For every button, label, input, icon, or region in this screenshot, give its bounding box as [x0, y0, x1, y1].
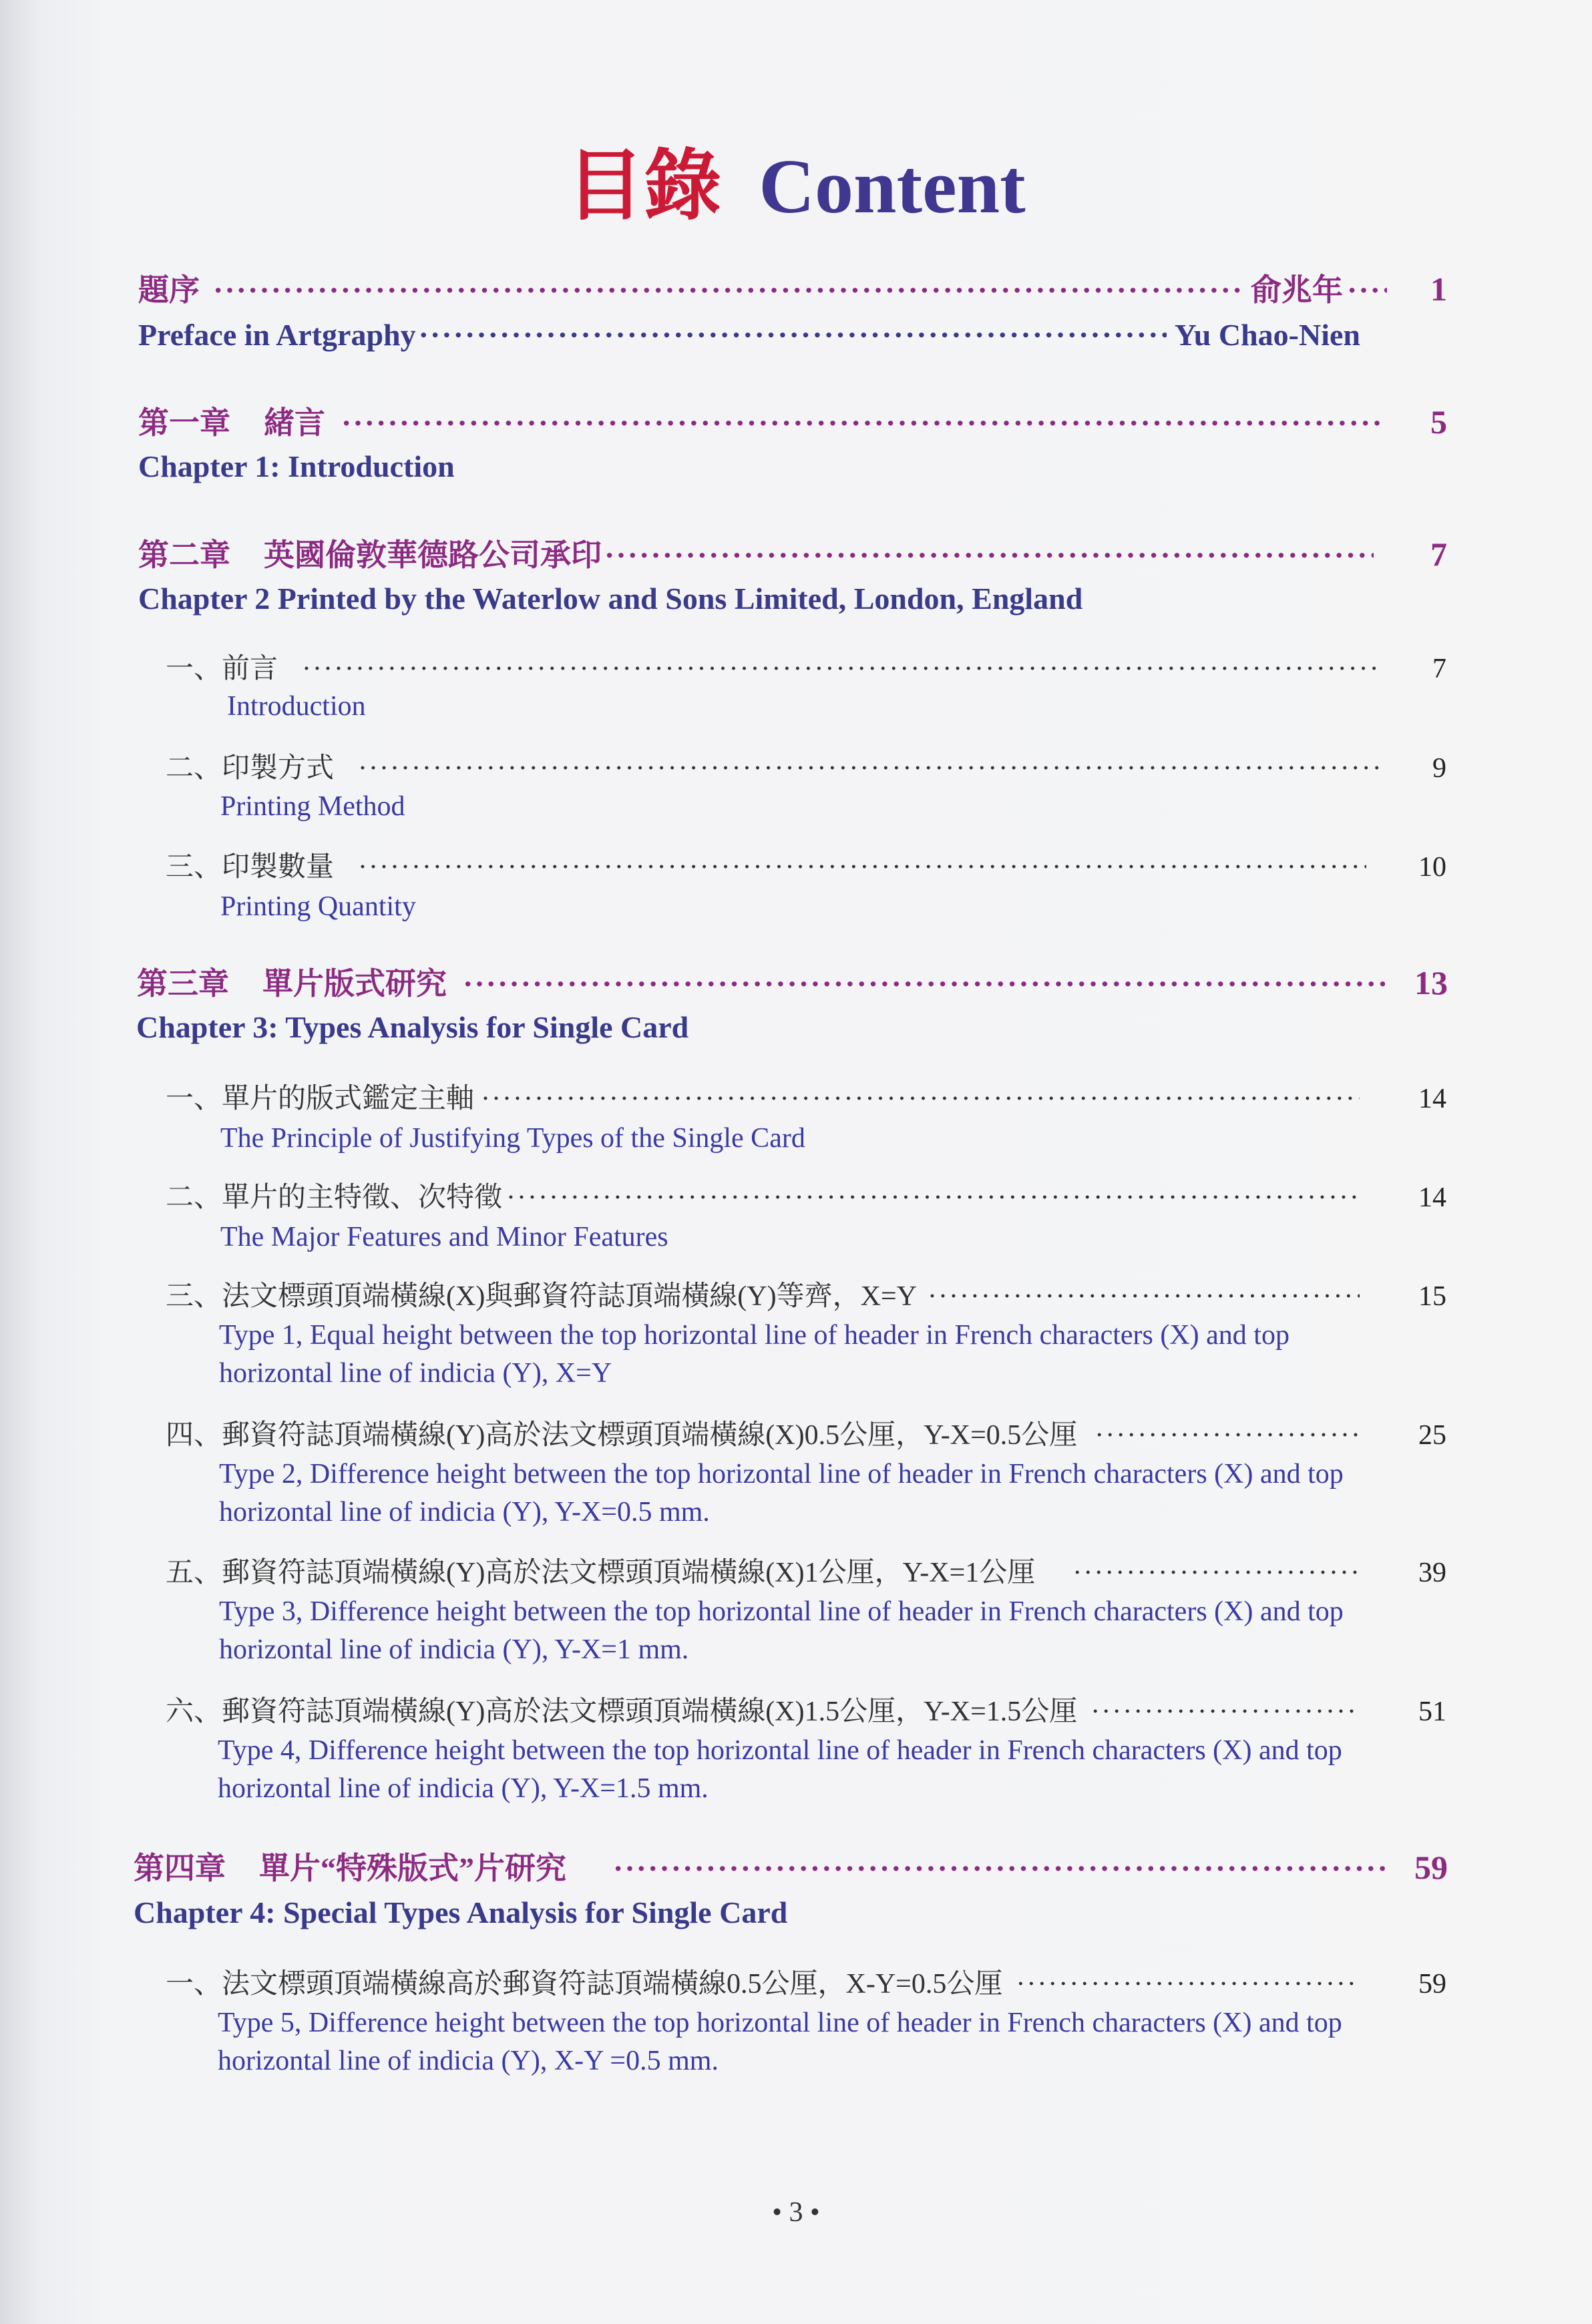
chapter-title-en: Chapter 3: Types Analysis for Single Card	[136, 1010, 689, 1044]
section-page: 10	[1418, 852, 1446, 883]
page-number: • 3 •	[772, 2197, 820, 2228]
chapter-4-en	[134, 1895, 787, 1930]
leader-dots	[341, 405, 1380, 441]
chapter-page: 5	[1430, 403, 1447, 441]
section-row[interactable]	[166, 1413, 1446, 1453]
chapter-2-row[interactable]	[138, 531, 1447, 575]
chapter-page: 13	[1414, 964, 1448, 1001]
section-page: 39	[1418, 1558, 1446, 1588]
leader-dots	[613, 1851, 1385, 1886]
chapter-title-zh: 英國倫敦華德路公司承印	[264, 538, 602, 572]
section-row[interactable]	[166, 1689, 1446, 1729]
section-title-zh: 五、郵資符誌頂端橫線(Y)高於法文標頭頂端橫線(X)1公厘，Y-X=1公厘	[166, 1558, 1036, 1588]
section-en	[219, 1593, 1368, 1669]
section-en	[220, 788, 405, 826]
chapter-number-zh: 第二章	[138, 538, 230, 572]
section-title-zh: 三、印製數量	[166, 852, 335, 883]
section-page: 14	[1418, 1084, 1446, 1114]
section-en	[219, 1455, 1368, 1532]
chapter-title-en: Chapter 1: Introduction	[138, 449, 455, 483]
section-title-en: The Major Features and Minor Features	[220, 1222, 668, 1252]
chapter-number-zh: 第一章	[138, 406, 230, 440]
preface-en-row	[138, 317, 1360, 353]
section-title-en: Type 4, Difference height between the top horizontal line of header in French characters (X) and top horizontal line of indicia (Y), Y-X=1.5 mm.	[218, 1735, 1342, 1804]
preface-author-en: Yu Chao-Nien	[1174, 318, 1360, 352]
section-title-en: Type 3, Difference height between the top horizontal line of header in French characters (X) and top horizontal line of indicia (Y), Y-X=1 mm.	[219, 1596, 1344, 1665]
section-title-zh: 一、法文標頭頂端橫線高於郵資符誌頂端橫線0.5公厘，X-Y=0.5公厘	[166, 1969, 1003, 2000]
chapter-title-zh: 緒言	[264, 406, 325, 440]
chapter-1-row[interactable]	[138, 399, 1447, 443]
leader-dots	[1347, 272, 1387, 308]
preface-row[interactable]	[138, 266, 1447, 310]
section-page: 25	[1418, 1420, 1446, 1451]
section-title-en: The Principle of Justifying Types of the Single Card	[220, 1123, 805, 1154]
section-page: 7	[1432, 654, 1446, 684]
section-title-zh: 三、法文標頭頂端橫線(X)與郵資符誌頂端橫線(Y)等齊，X=Y	[166, 1281, 917, 1312]
page-title	[0, 137, 1592, 237]
section-title-en: Printing Quantity	[220, 891, 416, 922]
section-en	[219, 1317, 1368, 1393]
section-title-zh: 二、印製方式	[166, 753, 335, 784]
section-page: 15	[1418, 1281, 1446, 1312]
chapter-1-en	[138, 449, 455, 484]
leader-dots	[358, 752, 1380, 784]
section-title-en: Type 2, Difference height between the top horizontal line of header in French characters (X) and top horizontal line of indicia (Y), Y-X=0.5 mm.	[219, 1459, 1344, 1528]
section-page: 59	[1418, 1969, 1446, 2000]
title-en: Content	[759, 144, 1026, 230]
chapter-number-zh: 第三章	[137, 967, 229, 1001]
chapter-number-zh: 第四章	[134, 1851, 226, 1885]
preface-page: 1	[1430, 270, 1447, 308]
chapter-title-zh: 單片“特殊版式”片研究	[259, 1851, 566, 1885]
section-title-zh: 二、單片的主特徵、次特徵	[166, 1182, 503, 1213]
section-title-en: Printing Method	[220, 791, 405, 822]
chapter-title-en: Chapter 4: Special Types Analysis for Single Card	[134, 1895, 788, 1929]
section-en	[220, 1120, 805, 1158]
leader-dots	[213, 272, 1244, 308]
section-row[interactable]	[166, 1175, 1446, 1215]
section-en	[218, 1732, 1366, 1808]
section-en	[218, 2004, 1366, 2080]
section-en	[220, 1218, 668, 1256]
leader-dots	[1090, 1696, 1360, 1728]
title-zh: 目錄	[566, 144, 722, 230]
chapter-page: 7	[1430, 535, 1447, 573]
section-title-zh: 四、郵資符誌頂端橫線(Y)高於法文標頭頂端橫線(X)0.5公厘，Y-X=0.5公厘	[166, 1420, 1078, 1451]
leader-dots	[302, 653, 1380, 685]
preface-author-zh: 俞兆年	[1251, 273, 1343, 307]
leader-dots	[1016, 1968, 1360, 2000]
leader-dots	[506, 1182, 1360, 1214]
section-title-zh: 六、郵資符誌頂端橫線(Y)高於法文標頭頂端橫線(X)1.5公厘，Y-X=1.5公厘	[166, 1696, 1078, 1727]
section-row[interactable]	[166, 646, 1446, 686]
chapter-3-row[interactable]	[137, 959, 1448, 1003]
section-title-zh: 一、前言	[166, 654, 278, 684]
leader-dots	[928, 1281, 1360, 1313]
section-en	[220, 888, 416, 926]
section-page: 14	[1418, 1182, 1446, 1213]
preface-title-en: Preface in Artgraphy	[138, 318, 416, 352]
section-row[interactable]	[166, 1274, 1446, 1314]
section-en	[227, 688, 366, 726]
chapter-title-zh: 單片版式研究	[262, 967, 447, 1001]
leader-dots	[604, 537, 1374, 573]
section-title-en: Introduction	[227, 691, 366, 722]
leader-dots	[419, 317, 1167, 353]
leader-dots	[358, 851, 1366, 883]
section-page: 51	[1418, 1696, 1446, 1727]
leader-dots	[1072, 1557, 1360, 1589]
chapter-2-en	[138, 581, 1082, 616]
section-row[interactable]	[166, 1961, 1446, 2002]
chapter-3-en	[136, 1009, 688, 1045]
section-title-en: Type 5, Difference height between the top horizontal line of header in French characters (X) and top horizontal line of indicia (Y), X-Y =0.5 mm.	[218, 2008, 1342, 2076]
section-page: 9	[1432, 753, 1446, 784]
leader-dots	[481, 1083, 1360, 1115]
leader-dots	[463, 966, 1385, 1001]
preface-title-zh: 題序	[138, 273, 200, 307]
leader-dots	[1094, 1419, 1360, 1451]
chapter-page: 59	[1414, 1849, 1448, 1886]
section-row[interactable]	[166, 1076, 1446, 1116]
section-title-en: Type 1, Equal height between the top horizontal line of header in French characters (X) and top horizontal line of indicia (Y), X=Y	[219, 1320, 1289, 1389]
section-row[interactable]	[166, 746, 1446, 786]
section-row[interactable]	[166, 1550, 1446, 1590]
chapter-title-en: Chapter 2 Printed by the Waterlow and Sons Limited, London, England	[138, 582, 1083, 616]
chapter-4-row[interactable]	[134, 1844, 1448, 1888]
section-row[interactable]	[166, 845, 1446, 885]
section-title-zh: 一、單片的版式鑑定主軸	[166, 1084, 475, 1114]
